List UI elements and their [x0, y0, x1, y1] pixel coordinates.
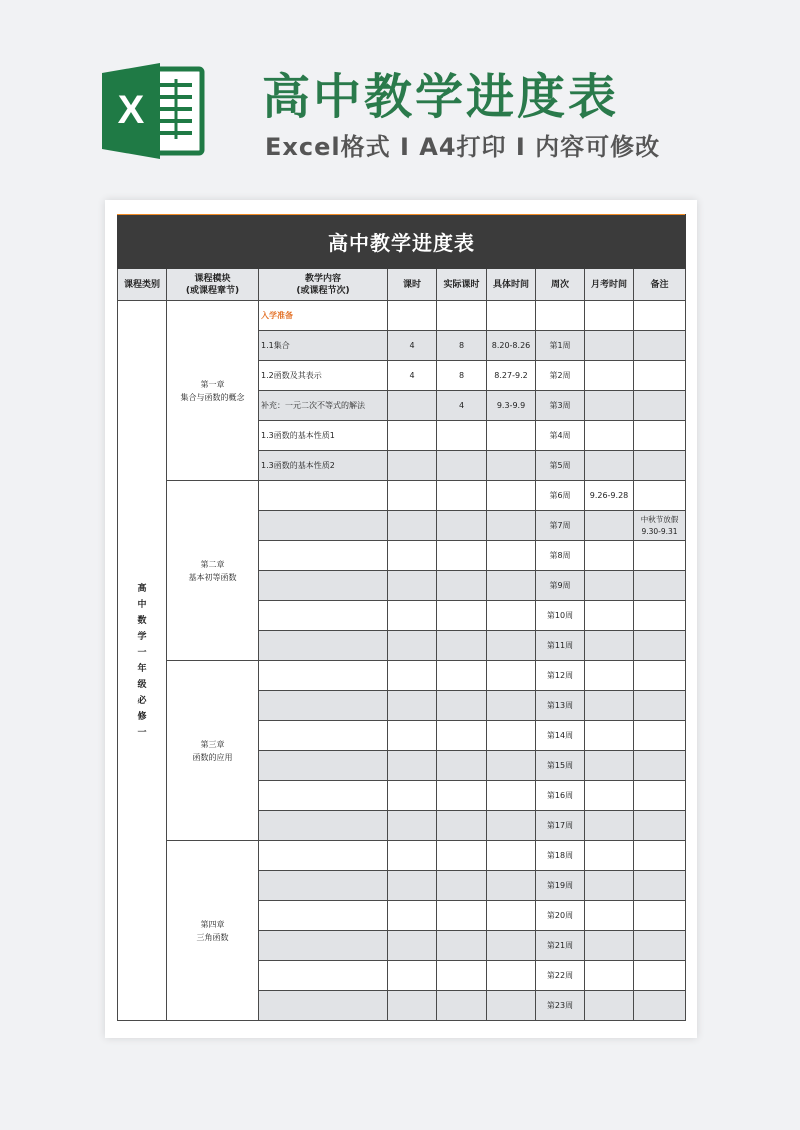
hours-cell [388, 721, 437, 751]
exam-date-cell [585, 301, 634, 331]
hours-cell [388, 631, 437, 661]
actual-hours-cell [437, 601, 487, 631]
exam-date-cell [585, 391, 634, 421]
note-cell: 中秋节放假9.30-9.31 [634, 511, 686, 541]
exam-date-cell [585, 961, 634, 991]
hero-subtitle: Excel格式 I A4打印 I 内容可修改 [265, 133, 661, 161]
dates-cell [487, 871, 536, 901]
note-cell [634, 661, 686, 691]
dates-cell: 8.27-9.2 [487, 361, 536, 391]
hours-cell [388, 421, 437, 451]
dates-cell [487, 301, 536, 331]
exam-date-cell [585, 931, 634, 961]
week-cell: 第3周 [536, 391, 585, 421]
note-cell [634, 451, 686, 481]
content-cell: 1.3函数的基本性质2 [259, 451, 388, 481]
dates-cell [487, 841, 536, 871]
note-cell [634, 691, 686, 721]
content-cell [259, 991, 388, 1021]
header-week: 周次 [536, 269, 585, 301]
actual-hours-cell [437, 721, 487, 751]
chapter-cell: 第二章 基本初等函数 [167, 481, 259, 661]
actual-hours-cell [437, 451, 487, 481]
week-cell: 第17周 [536, 811, 585, 841]
exam-date-cell [585, 991, 634, 1021]
dates-cell [487, 511, 536, 541]
week-cell: 第7周 [536, 511, 585, 541]
week-cell: 第2周 [536, 361, 585, 391]
hours-cell [388, 781, 437, 811]
note-cell [634, 481, 686, 511]
note-cell [634, 541, 686, 571]
actual-hours-cell: 8 [437, 331, 487, 361]
table-row [118, 841, 686, 871]
exam-date-cell [585, 571, 634, 601]
content-cell [259, 751, 388, 781]
content-cell: 入学准备 [259, 301, 388, 331]
hours-cell [388, 301, 437, 331]
actual-hours-cell [437, 991, 487, 1021]
hours-cell [388, 811, 437, 841]
content-cell: 补充：一元二次不等式的解法 [259, 391, 388, 421]
exam-date-cell [585, 751, 634, 781]
dates-cell: 8.20-8.26 [487, 331, 536, 361]
content-cell [259, 931, 388, 961]
table-row [118, 481, 686, 511]
content-cell [259, 841, 388, 871]
schedule-table [117, 214, 686, 1021]
hours-cell [388, 511, 437, 541]
dates-cell [487, 721, 536, 751]
header-actual-hours: 实际课时 [437, 269, 487, 301]
exam-date-cell [585, 421, 634, 451]
dates-cell [487, 421, 536, 451]
hours-cell [388, 691, 437, 721]
actual-hours-cell [437, 661, 487, 691]
note-cell [634, 631, 686, 661]
week-cell: 第11周 [536, 631, 585, 661]
header-row [118, 269, 686, 301]
week-cell: 第8周 [536, 541, 585, 571]
header-category: 课程类别 [118, 269, 167, 301]
dates-cell [487, 931, 536, 961]
content-cell [259, 511, 388, 541]
week-cell: 第4周 [536, 421, 585, 451]
note-cell [634, 901, 686, 931]
hours-cell [388, 571, 437, 601]
exam-date-cell [585, 451, 634, 481]
hours-cell [388, 391, 437, 421]
actual-hours-cell [437, 961, 487, 991]
note-cell [634, 721, 686, 751]
note-cell [634, 301, 686, 331]
exam-date-cell [585, 811, 634, 841]
hours-cell: 4 [388, 361, 437, 391]
dates-cell: 9.3-9.9 [487, 391, 536, 421]
content-cell: 1.1集合 [259, 331, 388, 361]
actual-hours-cell [437, 481, 487, 511]
exam-date-cell [585, 331, 634, 361]
header-content: 教学内容 (或课程节次) [259, 269, 388, 301]
dates-cell [487, 571, 536, 601]
note-cell [634, 571, 686, 601]
actual-hours-cell [437, 781, 487, 811]
actual-hours-cell: 8 [437, 361, 487, 391]
content-cell [259, 601, 388, 631]
note-cell [634, 781, 686, 811]
actual-hours-cell [437, 631, 487, 661]
exam-date-cell [585, 511, 634, 541]
week-cell: 第10周 [536, 601, 585, 631]
dates-cell [487, 661, 536, 691]
dates-cell [487, 451, 536, 481]
chapter-cell: 第四章 三角函数 [167, 841, 259, 1021]
actual-hours-cell [437, 931, 487, 961]
actual-hours-cell [437, 541, 487, 571]
hours-cell [388, 901, 437, 931]
hours-cell: 4 [388, 331, 437, 361]
exam-date-cell [585, 631, 634, 661]
dates-cell [487, 601, 536, 631]
week-cell: 第12周 [536, 661, 585, 691]
actual-hours-cell [437, 691, 487, 721]
hours-cell [388, 601, 437, 631]
dates-cell [487, 691, 536, 721]
actual-hours-cell [437, 871, 487, 901]
dates-cell [487, 991, 536, 1021]
week-cell [536, 301, 585, 331]
header-exam: 月考时间 [585, 269, 634, 301]
actual-hours-cell [437, 511, 487, 541]
hours-cell [388, 931, 437, 961]
exam-date-cell [585, 871, 634, 901]
note-cell [634, 991, 686, 1021]
hours-cell [388, 451, 437, 481]
schedule-sheet [117, 214, 685, 1028]
category-cell: 高中数学一年级必修一 [118, 301, 167, 1021]
week-cell: 第22周 [536, 961, 585, 991]
dates-cell [487, 541, 536, 571]
hours-cell [388, 481, 437, 511]
actual-hours-cell [437, 571, 487, 601]
week-cell: 第23周 [536, 991, 585, 1021]
actual-hours-cell [437, 301, 487, 331]
note-cell [634, 751, 686, 781]
content-cell [259, 811, 388, 841]
content-cell [259, 961, 388, 991]
note-cell [634, 601, 686, 631]
content-cell [259, 781, 388, 811]
spreadsheet-page [105, 200, 697, 1038]
exam-date-cell [585, 901, 634, 931]
week-cell: 第19周 [536, 871, 585, 901]
excel-logo-icon [102, 63, 206, 159]
dates-cell [487, 631, 536, 661]
exam-date-cell [585, 691, 634, 721]
note-cell [634, 421, 686, 451]
dates-cell [487, 961, 536, 991]
hours-cell [388, 961, 437, 991]
content-cell [259, 481, 388, 511]
content-cell [259, 721, 388, 751]
actual-hours-cell [437, 751, 487, 781]
hours-cell [388, 541, 437, 571]
content-cell [259, 541, 388, 571]
dates-cell [487, 751, 536, 781]
dates-cell [487, 811, 536, 841]
chapter-cell: 第三章 函数的应用 [167, 661, 259, 841]
exam-date-cell [585, 661, 634, 691]
exam-date-cell [585, 841, 634, 871]
hours-cell [388, 871, 437, 901]
content-cell [259, 661, 388, 691]
week-cell: 第18周 [536, 841, 585, 871]
content-cell [259, 691, 388, 721]
week-cell: 第1周 [536, 331, 585, 361]
actual-hours-cell [437, 811, 487, 841]
hours-cell [388, 991, 437, 1021]
actual-hours-cell [437, 901, 487, 931]
actual-hours-cell [437, 421, 487, 451]
week-cell: 第20周 [536, 901, 585, 931]
exam-date-cell [585, 541, 634, 571]
week-cell: 第6周 [536, 481, 585, 511]
actual-hours-cell [437, 841, 487, 871]
header-dates: 具体时间 [487, 269, 536, 301]
exam-date-cell [585, 721, 634, 751]
content-cell: 1.3函数的基本性质1 [259, 421, 388, 451]
hours-cell [388, 751, 437, 781]
header-hours: 课时 [388, 269, 437, 301]
content-cell [259, 571, 388, 601]
note-cell [634, 391, 686, 421]
header-module: 课程模块 (或课程章节) [167, 269, 259, 301]
note-cell [634, 331, 686, 361]
week-cell: 第9周 [536, 571, 585, 601]
note-cell [634, 841, 686, 871]
week-cell: 第21周 [536, 931, 585, 961]
table-row [118, 661, 686, 691]
week-cell: 第15周 [536, 751, 585, 781]
sheet-title: 高中教学进度表 [118, 215, 686, 269]
week-cell: 第16周 [536, 781, 585, 811]
note-cell [634, 961, 686, 991]
content-cell [259, 871, 388, 901]
note-cell [634, 361, 686, 391]
week-cell: 第14周 [536, 721, 585, 751]
hours-cell [388, 661, 437, 691]
week-cell: 第13周 [536, 691, 585, 721]
actual-hours-cell: 4 [437, 391, 487, 421]
note-cell [634, 931, 686, 961]
dates-cell [487, 481, 536, 511]
exam-date-cell [585, 781, 634, 811]
hours-cell [388, 841, 437, 871]
header-note: 备注 [634, 269, 686, 301]
table-row [118, 301, 686, 331]
content-cell: 1.2函数及其表示 [259, 361, 388, 391]
dates-cell [487, 901, 536, 931]
week-cell: 第5周 [536, 451, 585, 481]
exam-date-cell: 9.26-9.28 [585, 481, 634, 511]
exam-date-cell [585, 361, 634, 391]
logo-letter: X [117, 88, 145, 132]
note-cell [634, 811, 686, 841]
hero-title: 高中教学进度表 [262, 69, 620, 125]
content-cell [259, 631, 388, 661]
note-cell [634, 871, 686, 901]
dates-cell [487, 781, 536, 811]
content-cell [259, 901, 388, 931]
chapter-cell: 第一章 集合与函数的概念 [167, 301, 259, 481]
exam-date-cell [585, 601, 634, 631]
